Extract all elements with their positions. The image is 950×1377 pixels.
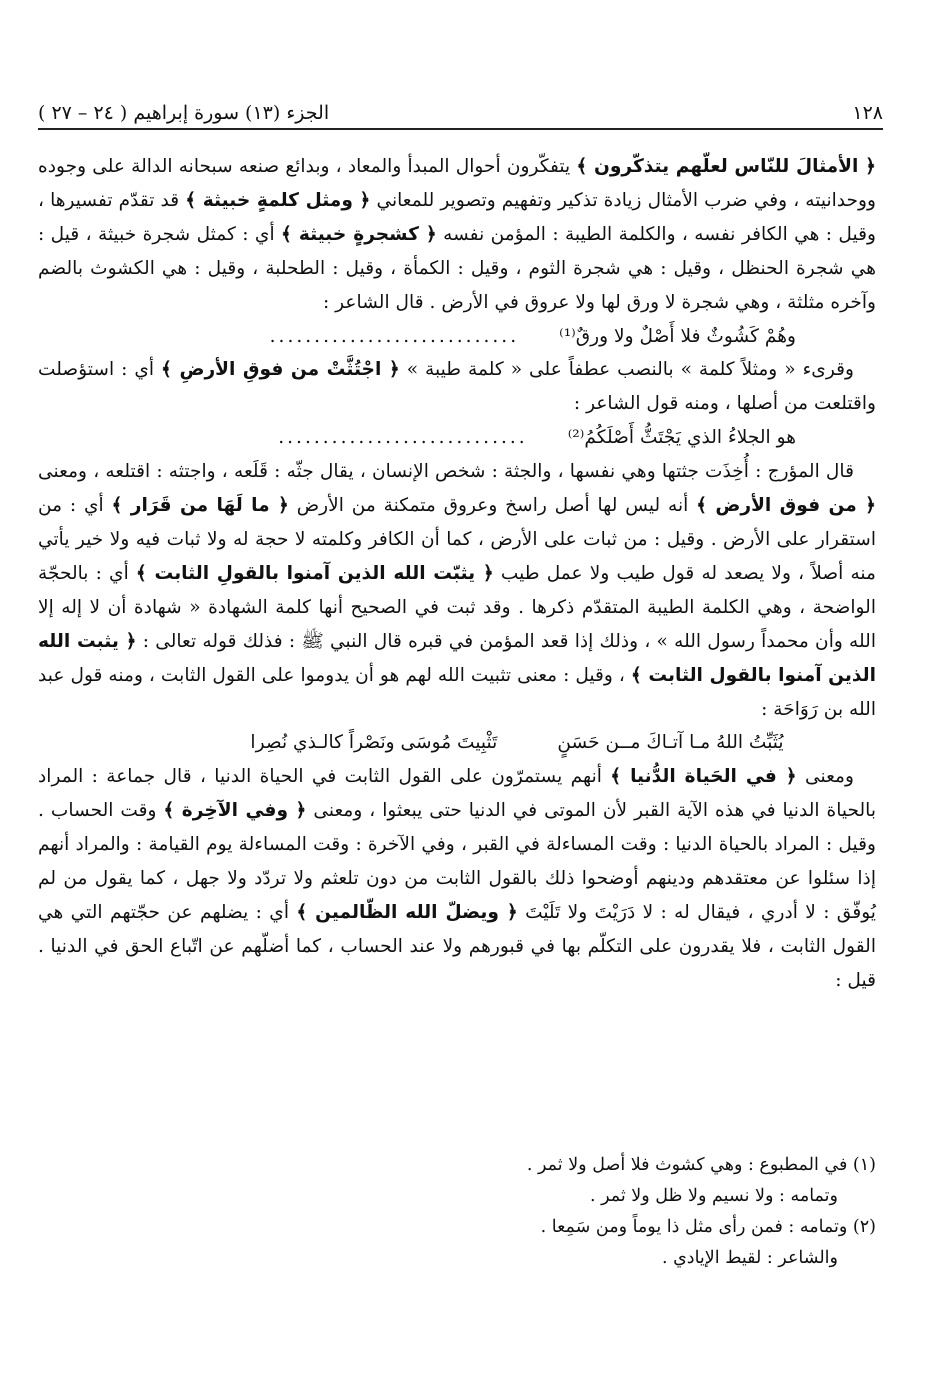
- text-run: ، وقيل : معنى تثبيت الله لهم هو أن يدوموا على القول الثابت ، ومنه قول عبد الله بن رَوَاحَة :: [38, 664, 876, 720]
- footnotes: [76, 1150, 876, 1274]
- main-text: [38, 150, 876, 998]
- paragraph: [38, 760, 876, 997]
- quran-quote: ﴿ ما لَهَا من قَرَار ﴾: [111, 495, 289, 517]
- paragraph: [38, 150, 876, 320]
- hemistich-second: تَثْبِيتَ مُوسَى ونَصْراً كالـذي نُصِرا: [250, 732, 498, 754]
- text-run: وقرىء « ومثلاً كلمة » بالنصب عطفاً على « كلمة طيبة »: [399, 359, 854, 381]
- quran-quote: ﴿ الأمثالَ للنّاس لعلّهم يتذكّرون ﴾: [576, 156, 877, 177]
- poetry-verse: [38, 421, 876, 455]
- text-run: أي : يضلهم عن حجّتهم التي هي القول الثابت ، فلا يقدرون على التكلّم بها في قبورهم ولا عند الحساب ، كما أضلّهم عن اتّباع الحق في الدنيا . قيل :: [38, 901, 876, 991]
- quran-quote: ﴿ كشجرةٍ خبيثة ﴾: [281, 223, 437, 245]
- verse-dots: ............................: [269, 325, 520, 347]
- verse-text: وهُمْ كَشُوثٌ فلا أَصْلٌ ولا ورقٌ⁽¹⁾: [559, 325, 796, 347]
- text-run: قد تقدّم تفسيرها ، وقيل : هي الكافر نفسه ، والكلمة الطيبة : المؤمن نفسه: [38, 189, 876, 245]
- running-title: الجزء (١٣) سورة إبراهيم ( ٢٤ – ٢٧ ): [38, 102, 330, 124]
- quran-quote: ﴿ ويضلّ الله الظّالمين ﴾: [296, 901, 518, 923]
- page-header: [38, 96, 883, 130]
- paragraph: [38, 455, 876, 726]
- poetry-couplet: [38, 726, 876, 760]
- quran-quote: ﴿ في الحَياة الدُّنيا ﴾: [610, 766, 797, 788]
- text-run: قال المؤرج : أُخِذَت جثتها وهي نفسها ، والجثة : شخص الإنسان ، يقال جثّه : قَلَعه ، واجتثه : اقتلعه ، ومعنى: [38, 461, 854, 483]
- text-run: أي : بالحجّة الواضحة ، وهي الكلمة الطيبة المتقدّم ذكرها . وقد ثبت في الصحيح أنها كلمة الشهادة « شهادة أن لا إله إلا الله وأن محمداً رسول الله » ، وذلك إذا قعد المؤمن في قبره قال النبي ﷺ : فذلك قوله تعالى :: [38, 562, 876, 652]
- paragraph: [38, 353, 876, 421]
- text-run: ومعنى: [796, 766, 854, 788]
- poetry-verse: [38, 320, 876, 354]
- text-run: أنه ليس لها أصل راسخ وعروق متمكنة من الأرض: [288, 495, 697, 517]
- text-run: وقت الحساب . وقيل : المراد بالحياة الدنيا : وقت المساءلة في القبر ، وفي الآخرة : وقت المساءلة يوم القيامة : والمراد أنهم إذا سئلوا عن معتقدهم ودينهم أوضحوا ذلك بالقول الثابت من دون تلعثم ولا تردّد ولا جهل ، كما يقول من لم يُوفّق : لا أدري ، فيقال له : لا دَرَيْتَ ولا تَلَيْتَ: [38, 800, 876, 923]
- text-run: يتفكّرون أحوال المبدأ والمعاد ، وبدائع صنعه سبحانه الدالة على وجوده ووحدانيته ، وفي ضرب الأمثال زيادة تذكير وتفهيم وتصوير للمعاني: [38, 156, 877, 211]
- footnote-2: (٢) وتمامه : فمن رأى مثل ذا يوماً ومن سَمِعا .: [540, 1217, 876, 1237]
- text-run: أي : كمثل شجرة خبيثة ، قيل : هي شجرة الحنظل ، وقيل : هي شجرة الثوم ، وقيل : الكمأة ، وقيل : الطحلبة ، وقيل : هي الكشوث بالضم وآخره مثلثة ، وهي شجرة لا ورق لها ولا عروق في الأرض . قال الشاعر :: [38, 223, 876, 313]
- quran-quote: ﴿ اجْتُثَّتْ من فوقِ الأرضِ ﴾: [161, 359, 400, 381]
- quran-quote: ﴿ يثبّت الله الذين آمنوا بالقولِ الثابت ﴾: [135, 562, 494, 584]
- footnote-1-continuation: وتمامه : ولا نسيم ولا ظل ولا ثمر .: [589, 1186, 838, 1206]
- quran-quote: ﴿ يثبت الله الذين آمنوا بالقول الثابت ﴾: [38, 630, 876, 686]
- text-run: أنهم يستمرّون على القول الثابت في الحياة الدنيا ، قال جماعة : المراد بالحياة الدنيا في هذه الآية القبر لأن الموتى في الدنيا حتى يبعثوا ، ومعنى: [38, 766, 877, 822]
- quran-quote: ﴿ من فوق الأرض ﴾: [696, 495, 876, 517]
- quran-quote: ﴿ ومثل كلمةٍ خبيثة ﴾: [185, 189, 371, 211]
- text-run: أي : من استقرار على الأرض . وقيل : من ثبات على الأرض ، كما أن الكافر وكلمته لا حجة له ولا ثبات فيه ولا خير يأتي منه أصلاً ، ولا يصعد له قول طيب ولا عمل طيب: [38, 495, 876, 584]
- page-number: ١٢٨: [852, 102, 883, 124]
- footnote-2-continuation: والشاعر : لقيط الإيادي .: [661, 1248, 838, 1268]
- verse-dots: ............................: [278, 427, 528, 449]
- text-run: أي : استؤصلت واقتلعت من أصلها ، ومنه قول الشاعر :: [38, 359, 876, 415]
- verse-text: هو الجلاءُ الذي يَجْتَثُّ أَصْلَكُمُ⁽²⁾: [567, 427, 796, 449]
- quran-quote: ﴿ وفي الآخِرة ﴾: [163, 800, 307, 822]
- hemistich-first: يُثَبِّتُ اللهُ مـا آتـاكَ مــن حَسَنٍ: [557, 732, 784, 754]
- footnote-1: (١) في المطبوع : وهي كشوث فلا أصل ولا ثمر .: [526, 1155, 876, 1175]
